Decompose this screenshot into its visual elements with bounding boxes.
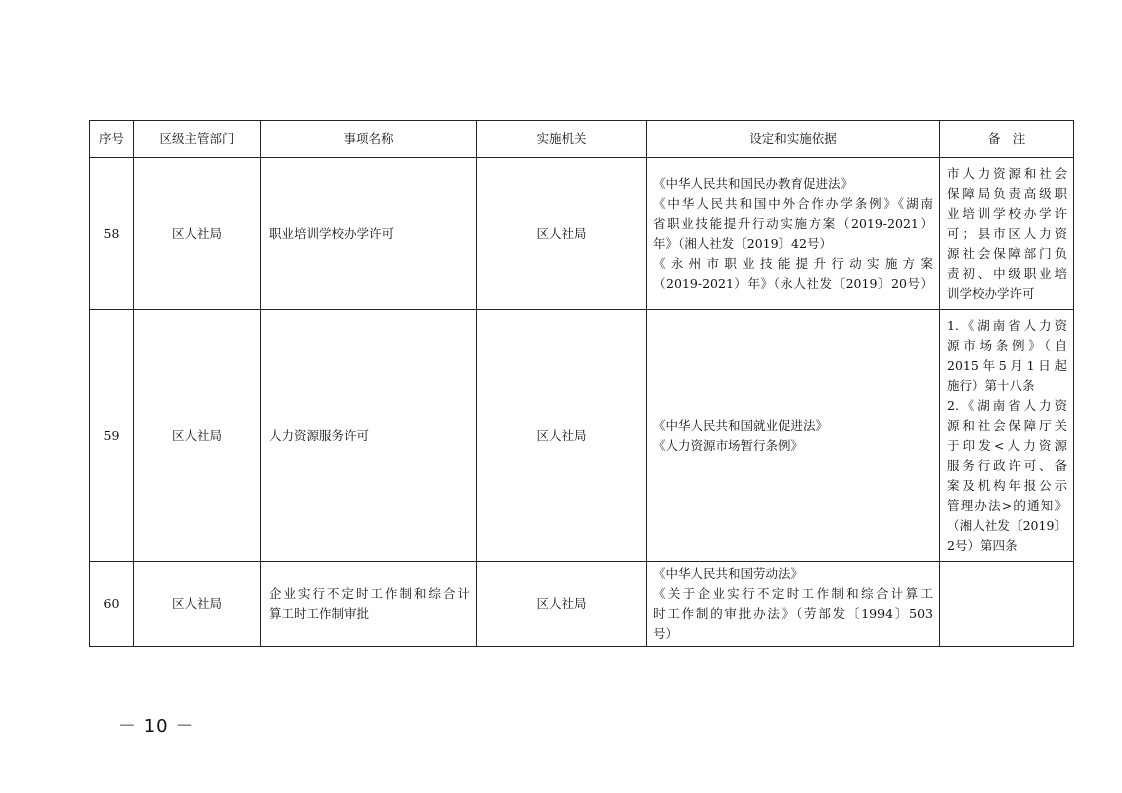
basis-line: 《中华人民共和国中外合作办学条例》《湖南	[653, 195, 933, 211]
header-item: 事项名称	[261, 121, 477, 158]
note-line: （湘人社发〔2019〕	[947, 517, 1067, 533]
header-agency: 实施机关	[477, 121, 647, 158]
item-line: 企业实行不定时工作制和综合计	[269, 586, 470, 601]
cell-note	[940, 310, 1074, 562]
table-row	[90, 310, 1074, 562]
cell-item	[261, 562, 477, 647]
cell-dept: 区人社局	[134, 310, 261, 562]
header-basis: 设定和实施依据	[647, 121, 940, 158]
note-line: 市人力资源和社会	[947, 165, 1067, 181]
cell-dept: 区人社局	[134, 158, 261, 310]
note-line: 2号）第四条	[947, 537, 1018, 553]
item-line: 算工时工作制审批	[269, 606, 370, 621]
cell-basis	[647, 562, 940, 647]
basis-line: 《关于企业实行不定时工作制和综合计算工	[653, 586, 933, 601]
permit-table	[89, 120, 1074, 647]
note-line: 可；县市区人力资	[947, 225, 1067, 241]
cell-basis	[647, 158, 940, 310]
basis-line: 年》（湘人社发〔2019〕42号）	[653, 235, 832, 251]
note-line: 案及机构年报公示	[947, 477, 1067, 493]
cell-item: 职业培训学校办学许可	[261, 158, 477, 310]
cell-agency: 区人社局	[477, 562, 647, 647]
basis-line: 《中华人民共和国民办教育促进法》	[653, 175, 854, 191]
cell-seq: 60	[90, 562, 134, 647]
note-line: 业培训学校办学许	[947, 205, 1067, 221]
note-line: 施行）第十八条	[947, 377, 1035, 393]
note-line: 保障局负责高级职	[947, 185, 1067, 201]
cell-seq: 58	[90, 158, 134, 310]
cell-note	[940, 562, 1074, 647]
cell-item: 人力资源服务许可	[261, 310, 477, 562]
table-header-row	[90, 121, 1074, 158]
note-line: 源和社会保障厅关	[947, 417, 1067, 433]
cell-agency: 区人社局	[477, 158, 647, 310]
basis-line: 省职业技能提升行动实施方案（2019-2021）	[653, 215, 933, 231]
note-line: 源社会保障部门负	[947, 245, 1067, 261]
header-seq: 序号	[90, 121, 134, 158]
note-line: 源市场条例》（自	[947, 337, 1067, 353]
note-line: 于印发<人力资源	[947, 437, 1067, 453]
note-line: 训学校办学许可	[947, 285, 1035, 301]
page-number: － 10 －	[118, 716, 195, 737]
basis-line: 《永州市职业技能提升行动实施方案	[653, 255, 933, 271]
header-note: 备 注	[940, 121, 1074, 158]
note-line: 2.《湖南省人力资	[947, 397, 1067, 413]
basis-line: 《中华人民共和国劳动法》	[653, 566, 804, 581]
cell-agency: 区人社局	[477, 310, 647, 562]
cell-note	[940, 158, 1074, 310]
cell-seq: 59	[90, 310, 134, 562]
note-line: 1.《湖南省人力资	[947, 317, 1067, 333]
cell-basis	[647, 310, 940, 562]
basis-line: 《人力资源市场暂行条例》	[653, 437, 804, 453]
basis-line: （2019-2021）年》（永人社发〔2019〕20号）	[653, 275, 933, 291]
basis-line: 号）	[653, 626, 679, 641]
note-line: 管理办法>的通知》	[947, 497, 1067, 513]
header-dept: 区级主管部门	[134, 121, 261, 158]
table-row	[90, 158, 1074, 310]
note-line: 服务行政许可、备	[947, 457, 1067, 473]
note-line: 责初、中级职业培	[947, 265, 1067, 281]
basis-line: 时工作制的审批办法》（劳部发〔1994〕503	[653, 606, 933, 621]
basis-line: 《中华人民共和国就业促进法》	[653, 417, 829, 433]
cell-dept: 区人社局	[134, 562, 261, 647]
table-row	[90, 562, 1074, 647]
note-line: 2015年5月1日起	[947, 357, 1067, 373]
